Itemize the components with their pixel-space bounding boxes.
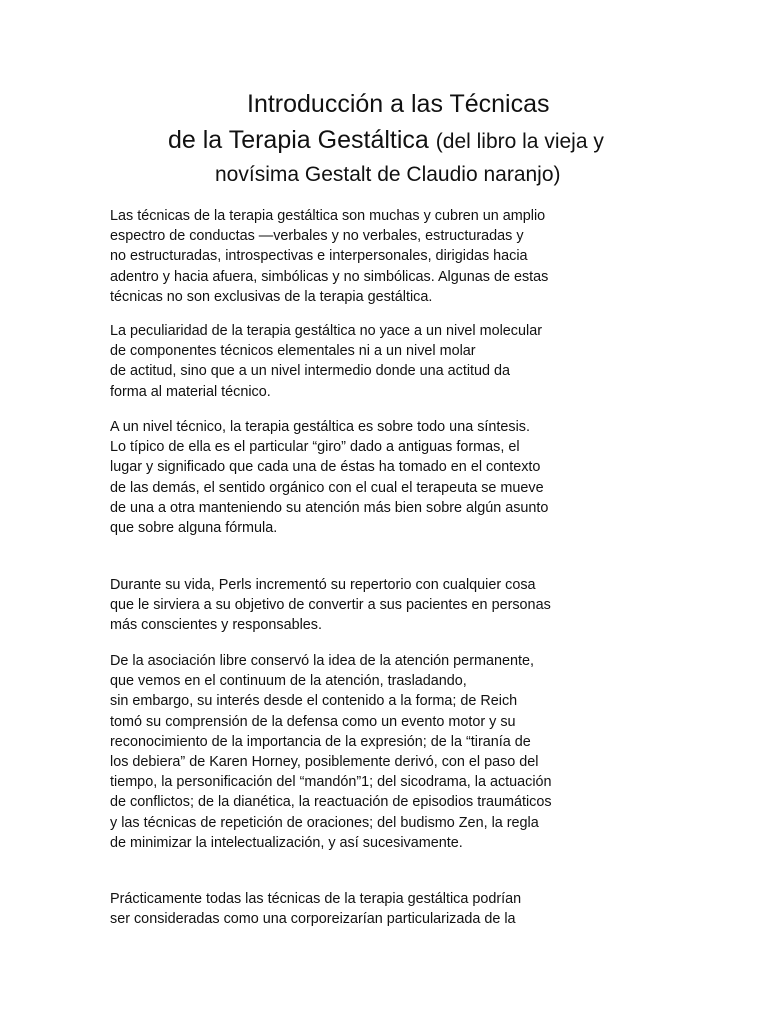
title-line-3: novísima Gestalt de Claudio naranjo) xyxy=(215,163,561,186)
text-line: de conflictos; de la dianética, la reactuación de episodios traumáticos xyxy=(110,794,552,811)
text-line: los debiera” de Karen Horney, posiblemente derivó, con el paso del xyxy=(110,754,539,771)
text-line: Durante su vida, Perls incrementó su repertorio con cualquier cosa xyxy=(110,577,536,593)
paragraph-1 xyxy=(110,206,610,307)
text-line: ser consideradas como una corporeizarían particularizada de la xyxy=(110,911,516,928)
text-line: más conscientes y responsables. xyxy=(110,617,322,634)
paragraph-2 xyxy=(110,321,610,402)
text-line: lugar y significado que cada una de éstas ha tomado en el contexto xyxy=(110,459,541,476)
text-line: La peculiaridad de la terapia gestáltica no yace a un nivel molecular xyxy=(110,323,542,339)
title-line-2-main: de la Terapia Gestáltica xyxy=(168,126,429,154)
title-line-2-sub: (del libro la vieja y xyxy=(435,130,604,153)
text-line: técnicas no son exclusivas de la terapia gestáltica. xyxy=(110,288,433,305)
paragraph-4 xyxy=(110,575,610,636)
text-line: De la asociación libre conservó la idea de la atención permanente, xyxy=(110,653,534,669)
text-line: de minimizar la intelectualización, y así sucesivamente. xyxy=(110,834,463,851)
text-line: no estructuradas, introspectivas e interpersonales, dirigidas hacia xyxy=(110,248,528,265)
title-line-1: Introducción a las Técnicas xyxy=(247,90,550,118)
text-line: A un nivel técnico, la terapia gestáltica es sobre todo una síntesis. xyxy=(110,419,530,435)
text-line: que vemos en el continuum de la atención, trasladando, xyxy=(110,673,467,690)
text-line: Prácticamente todas las técnicas de la terapia gestáltica podrían xyxy=(110,891,522,907)
text-line: de componentes técnicos elementales ni a un nivel molar xyxy=(110,343,476,360)
text-line: de las demás, el sentido orgánico con el cual el terapeuta se mueve xyxy=(110,479,544,496)
text-line: de actitud, sino que a un nivel intermedio donde una actitud da xyxy=(110,363,511,380)
text-line: de una a otra manteniendo su atención más bien sobre algún asunto xyxy=(110,499,549,516)
text-line: que le sirviera a su objetivo de convertir a sus pacientes en personas xyxy=(110,597,551,614)
text-line: reconocimiento de la importancia de la expresión; de la “tiranía de xyxy=(110,733,531,750)
paragraph-5 xyxy=(110,651,610,853)
text-line: tiempo, la personificación del “mandón”1; del sicodrama, la actuación xyxy=(110,774,552,791)
paragraph-6 xyxy=(110,889,610,929)
title-line-2 xyxy=(168,124,604,158)
text-line: sin embargo, su interés desde el contenido a la forma; de Reich xyxy=(110,693,518,710)
text-line: forma al material técnico. xyxy=(110,383,271,400)
text-line: que sobre alguna fórmula. xyxy=(110,520,278,537)
text-line: Las técnicas de la terapia gestáltica son muchas y cubren un amplio xyxy=(110,208,546,224)
text-line: y las técnicas de repetición de oraciones; del budismo Zen, la regla xyxy=(110,814,539,831)
text-line: Lo típico de ella es el particular “giro” dado a antiguas formas, el xyxy=(110,439,520,456)
paragraph-3 xyxy=(110,417,610,538)
text-line: tomó su comprensión de la defensa como un evento motor y su xyxy=(110,713,516,730)
text-line: espectro de conductas —verbales y no verbales, estructuradas y xyxy=(110,228,524,245)
text-line: adentro y hacia afuera, simbólicas y no simbólicas. Algunas de estas xyxy=(110,268,549,285)
